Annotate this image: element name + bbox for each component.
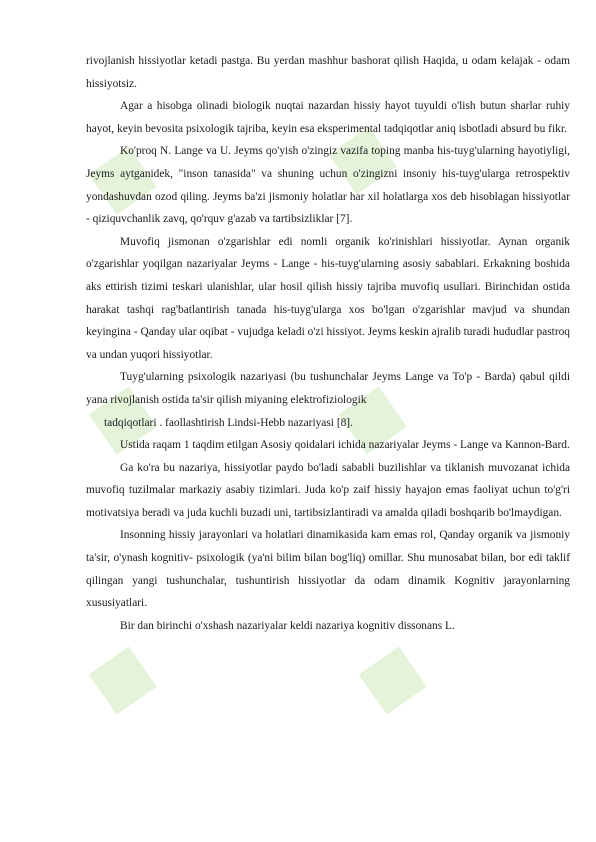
watermark-shape: ■ (314, 109, 407, 205)
watermark-shape: ■ (74, 129, 167, 225)
document-body (86, 50, 570, 637)
paragraph: Muvofiq jismonan o'zgarishlar edi nomli organik ko'rinishlari hissiyotlar. Aynan organik o'zgarishlar yoqilgan nazariyalar Jeyms - Lange - his-tuyg'ularning asosiy sabablari. Erkakning boshida aks ettirish tizimi teskari ulanishlar, ular hosil qilish hissiy tajriba muvofiq usullari. Birinchidan ostida harakat tashqi rag'batlantirish tanada his-tuyg'ularga xos bo'lgan o'zgarishlar mavjud va shundan keyingina - Qanday ular oqibat - vujudga keladi o'zi hissiyot. Jeyms keskin ajralib turadi hududlar pastroq va undan yuqori hissiyotlar. (86, 235, 570, 361)
paragraph: Tuyg'ularning psixologik nazariyasi (bu tushunchalar Jeyms Lange va To'p - Barda) qabul qildi yana rivojlanish ostida ta'sir qilish miyaning elektrofiziologik (86, 371, 570, 406)
watermark-shape: ■ (344, 629, 437, 725)
paragraph: rivojlanish hissiyotlar ketadi pastga. Bu yerdan mashhur bashorat qilish Haqida, u odam kelajak - odam hissiyotsiz. (86, 55, 570, 90)
watermark-shape: ■ (324, 369, 417, 465)
paragraph: Agar a hisobga olinadi biologik nuqtai nazardan hissiy hayot tuyuldi o'lish butun sharlar ruhiy hayot, keyin bevosita psixologik tajriba, keyin esa eksperimental tadqiqotlar aniq isbotladi absurd bu fikr. (86, 100, 570, 135)
watermark-shape: ■ (74, 369, 167, 465)
paragraph: tadqiqotlari . faollashtirish Lindsi-Hebb nazariyasi [8]. (104, 416, 353, 429)
watermark-shape: ■ (74, 629, 167, 725)
paragraph: Ko'proq N. Lange va U. Jeyms qo'yish o'zingiz vazifa toping manba his-tuyg'ularning hayotiyligi, Jeyms aytganidek, "inson tanasida" va shuning uchun o'zingizni insoniy his-tuyg'ularga retrospektiv yondashuvdan ozod qiling. Jeyms ba'zi jismoniy holatlar har xil holatlarga xos deb hisoblagan hissiyotlar - qiziquvchanlik zavq, qo'rquv g'azab va tartibsizliklar [7]. (86, 145, 570, 226)
paragraph: Ustida raqam 1 taqdim etilgan Asosiy qoidalari ichida nazariyalar Jeyms - Lange va Kannon-Bard. (120, 439, 570, 452)
paragraph: Ga ko'ra bu nazariya, hissiyotlar paydo bo'ladi sababli buzilishlar va tiklanish muvozanat ichida muvofiq tuzilmalar markaziy asabiy tizimlari. Juda ko'p zaif hissiy hayajon emas faoliyat uchun to'g'ri motivatsiya beradi va juda kuchli buzadi uni, tartibsizlantiradi va amalda qiladi boshqarib bo'lmaydigan. (86, 461, 570, 519)
paragraph: Insonning hissiy jarayonlari va holatlari dinamikasida kam emas rol, Qanday organik va jismoniy ta'sir, o'ynash kognitiv- psixologik (ya'ni bilim bilan bog'liq) omillar. Shu munosabat bilan, bor edi taklif qilingan yangi tushunchalar, tushuntirish hissiyotlar da odam dinamik Kognitiv jarayonlarning xususiyatlari. (86, 529, 570, 610)
paragraph: Bir dan birinchi o'xshash nazariyalar keldi nazariya kognitiv dissonans L. (120, 619, 455, 632)
